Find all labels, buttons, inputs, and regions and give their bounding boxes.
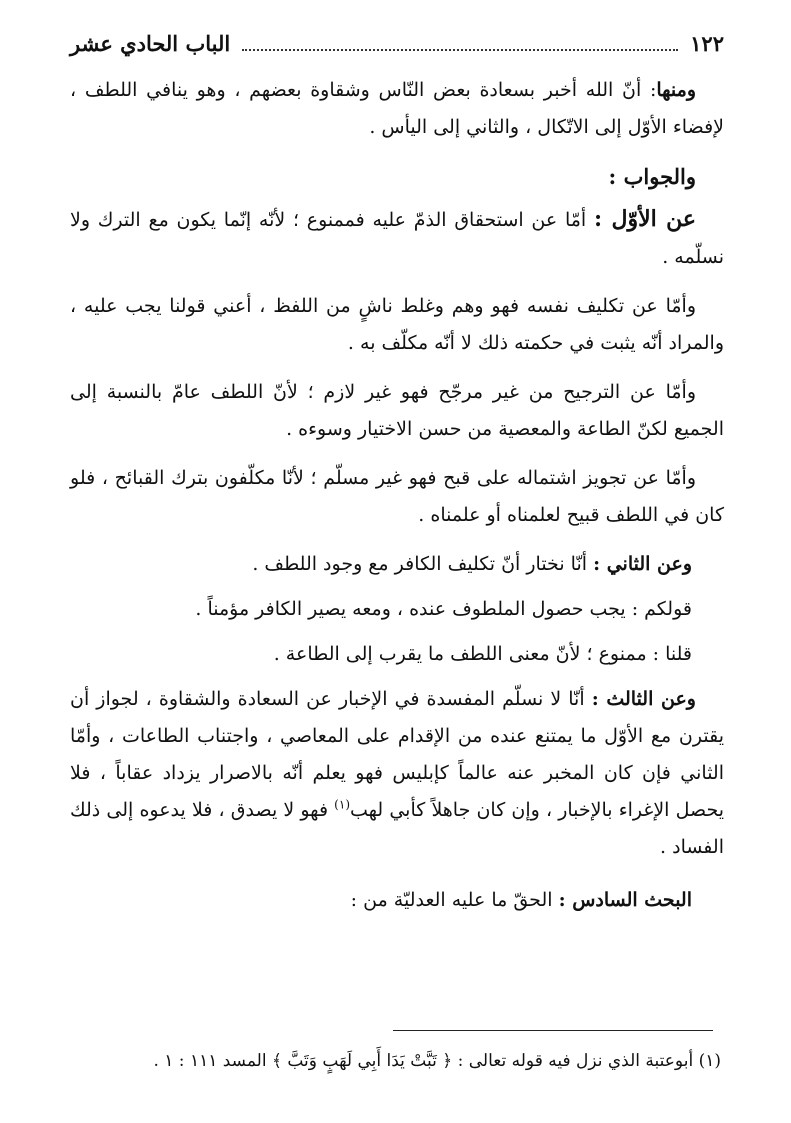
paragraph-answer-first xyxy=(70,201,724,276)
paragraph-text: فهو لا يصدق ، فلا يدعوه إلى ذلك الفساد . xyxy=(70,799,724,858)
paragraph-text: أنّا لا نسلّم المفسدة في الإخبار عن السعادة والشقاوة ، لجواز أن يقترن مع الأوّل ما يمتنع عنده من الإقدام على المعاصي ، واجتناب الطاعات ، وأمّا الثاني فإن كان المخبر عنه عالماً كإبليس فهو يعلم أنّه بالاصرار يزداد عقاباً ، فلا يحصل الإغراء بالإخبار ، وإن كان جاهلاً كأبي لهب xyxy=(70,688,725,821)
section-title: البحث السادس : xyxy=(558,889,692,911)
paragraph-lead: عن الأوّل : xyxy=(593,206,696,232)
header-dotted-leader xyxy=(242,49,678,51)
paragraph-answer-second xyxy=(70,546,724,583)
paragraph-text: أنّا نختار أنّ تكليف الكافر مع وجود اللطف . xyxy=(252,553,594,575)
chapter-title: الباب الحادي عشر xyxy=(70,31,231,56)
running-header xyxy=(70,22,724,66)
paragraph-lead: وعن الثاني : xyxy=(593,553,692,575)
footnote-separator xyxy=(393,1030,713,1031)
paragraph-ugliness: وأمّا عن تجويز اشتماله على قبح فهو غير مسلّم ؛ لأنّا مكلّفون بترك القبائح ، فلو كان في اللطف قبيح لعلمناه أو علمناه . xyxy=(70,467,724,526)
section-six-line xyxy=(70,882,724,919)
answer-heading: والجواب : xyxy=(608,164,696,189)
footnote: (١) أبوعتبة الذي نزل فيه قوله تعالى : ﴿ تَبَّتْ يَدَا أَبِي لَهَبٍ وَتَبَّ ﴾ المسد ١١١ : ١ . xyxy=(153,1051,721,1071)
footnote-reference: (١) xyxy=(334,797,350,812)
paragraph-text: أمّا عن استحقاق الذمّ عليه فممنوع ؛ لأنّه إنّما يكون مع الترك ولا نسلّمه . xyxy=(70,209,724,268)
paragraph-lead: وعن الثالث : xyxy=(591,688,696,710)
main-text xyxy=(70,72,724,919)
paragraph-your-saying: قولكم : يجب حصول الملطوف عنده ، ومعه يصير الكافر مؤمناً . xyxy=(195,598,692,620)
paragraph-text: : أنّ الله أخبر بسعادة بعض النّاس وشقاوة بعضهم ، وهو ينافي اللطف ، لإفضاء الأوّل إلى الاتّكال ، والثاني إلى اليأس . xyxy=(70,79,724,138)
paragraph-objection xyxy=(70,72,724,146)
section-text: الحقّ ما عليه العدليّة من : xyxy=(350,889,559,911)
paragraph-preference: وأمّا عن الترجيح من غير مرجّح فهو غير لازم ؛ لأنّ اللطف عامّ بالنسبة إلى الجميع لكنّ الطاعة والمعصية من حسن الاختيار وسوءه . xyxy=(70,381,724,440)
paragraph-lead: ومنها xyxy=(656,79,696,101)
paragraph-answer-third xyxy=(70,681,724,866)
page-number: ١٢٢ xyxy=(690,31,724,56)
paragraph-self-obligation: وأمّا عن تكليف نفسه فهو وهم وغلط ناشٍ من اللفظ ، أعني قولنا يجب عليه ، والمراد أنّه يثبت في حكمته ذلك لا أنّه مكلّف به . xyxy=(70,295,724,354)
paragraph-we-said: قلنا : ممنوع ؛ لأنّ معنى اللطف ما يقرب إلى الطاعة . xyxy=(273,643,692,665)
